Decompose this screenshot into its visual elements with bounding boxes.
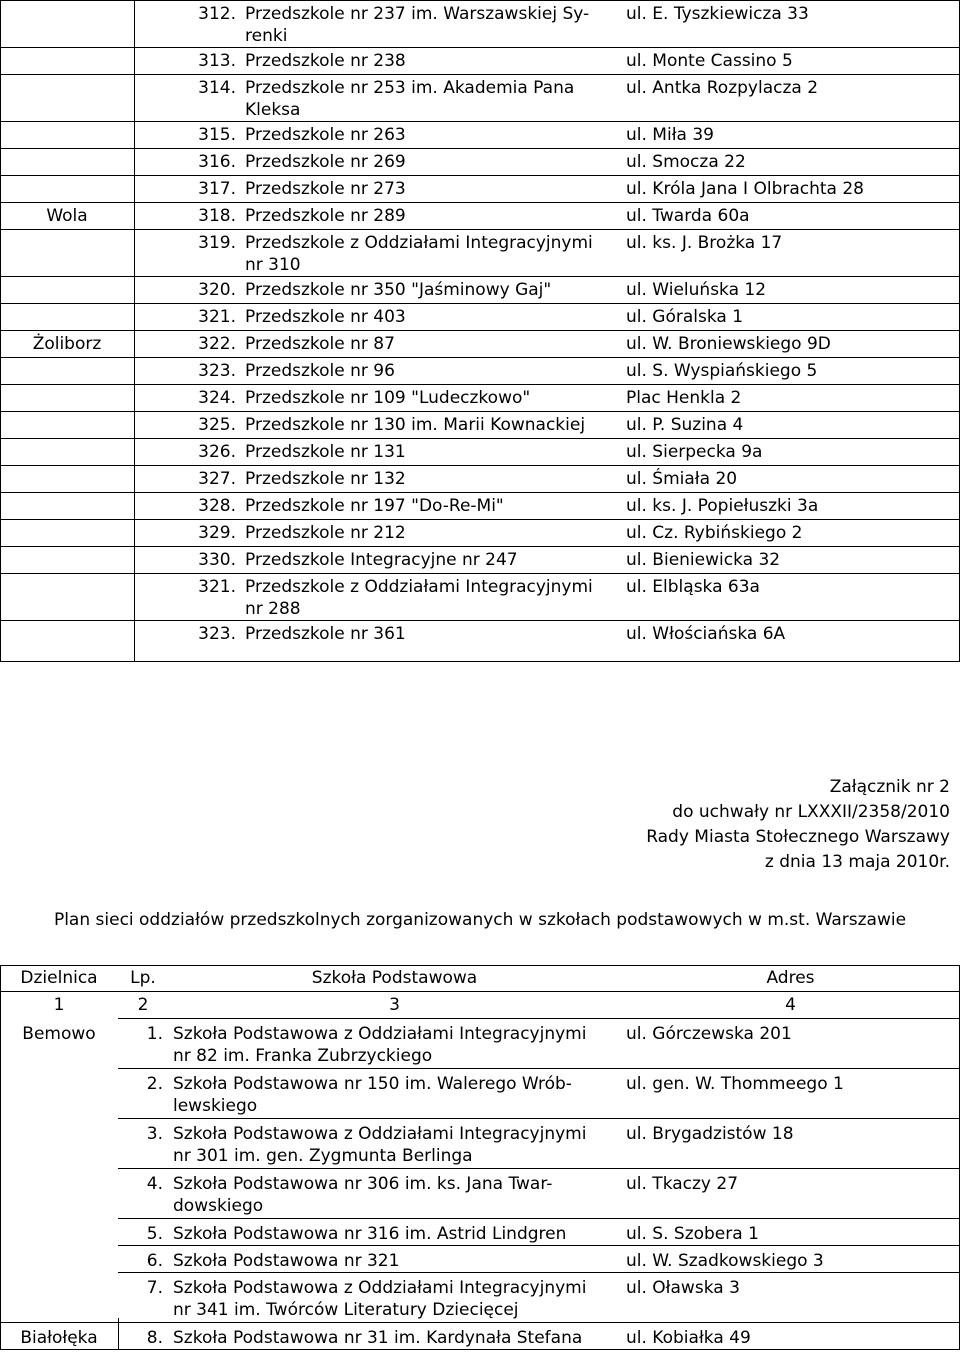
address-cell: ul. Oławska 3 [621, 1273, 960, 1323]
table-row [0, 48, 960, 75]
table-row [0, 412, 960, 439]
district-cell [0, 75, 134, 122]
name-cell: Szkoła Podstawowa nr 321 [168, 1246, 621, 1273]
name-cell: Przedszkole nr 109 "Ludeczkowo" [245, 388, 531, 408]
address-cell: ul. ks. J. Brożka 17 [626, 233, 783, 253]
lp-cell: 317. [198, 179, 236, 199]
lp-cell: 2. [118, 1069, 168, 1119]
district-cell [0, 385, 134, 412]
name-cell: Przedszkole Integracyjne nr 247 [245, 550, 518, 570]
number-row [0, 992, 960, 1019]
t1-border [0, 0, 1, 662]
address-cell: ul. Śmiała 20 [626, 469, 738, 489]
lp-cell: 321. [198, 577, 236, 597]
district-cell: Białołęka [20, 1328, 98, 1348]
name-cell: Przedszkole nr 350 "Jaśminowy Gaj" [245, 280, 552, 300]
address-cell: ul. Tkaczy 27 [621, 1169, 960, 1219]
table-row [0, 439, 960, 466]
table-row [0, 1246, 960, 1273]
table-row [0, 304, 960, 331]
name-cell: Szkoła Podstawowa nr 150 im. Walerego Wrób- lewskiego [168, 1069, 621, 1119]
district-cell [0, 547, 134, 574]
table-row [0, 466, 960, 493]
lp-cell: 328. [198, 496, 236, 516]
address-cell: ul. Cz. Rybińskiego 2 [626, 523, 803, 543]
name-cell: Przedszkole nr 361 [245, 624, 406, 644]
district-cell [0, 304, 134, 331]
lp-cell: 6. [118, 1246, 168, 1273]
district-cell [0, 149, 134, 176]
number-cell: 3 [389, 995, 400, 1015]
lp-cell: 325. [198, 415, 236, 435]
number-cell: 1 [53, 995, 65, 1015]
lp-cell: 322. [198, 334, 236, 354]
name-cell: Przedszkole nr 197 "Do-Re-Mi" [245, 496, 504, 516]
lp-cell: 315. [198, 125, 236, 145]
table-row [0, 493, 960, 520]
name-cell: Przedszkole nr 273 [245, 179, 406, 199]
t2-border [0, 965, 1, 1350]
address-cell: ul. Górczewska 201 [621, 1019, 960, 1069]
name-cell: Szkoła Podstawowa z Oddziałami Integracyjnymi nr 341 im. Twórców Literatury Dziecięcej [168, 1273, 621, 1323]
annex-line-3: Rady Miasta Stołecznego Warszawy [646, 827, 950, 847]
district-cell: Wola [46, 206, 88, 226]
lp-cell: 323. [198, 624, 236, 644]
name-cell: Szkoła Podstawowa z Oddziałami Integracyjnymi nr 301 im. gen. Zygmunta Berlinga [168, 1119, 621, 1169]
lp-cell: 5. [118, 1219, 168, 1246]
address-cell: ul. W. Szadkowskiego 3 [621, 1246, 960, 1273]
address-cell: ul. Miła 39 [626, 125, 714, 145]
district-cell [0, 176, 134, 203]
lp-cell: 327. [198, 469, 236, 489]
name-cell: Przedszkole nr 269 [245, 152, 406, 172]
district-cell [0, 493, 134, 520]
district-cell [0, 1, 134, 48]
name-cell: Przedszkole nr 132 [245, 469, 406, 489]
lp-cell: 323. [198, 361, 236, 381]
address-cell: ul. Elbląska 63a [626, 577, 760, 597]
address-cell: Plac Henkla 2 [626, 388, 742, 408]
lp-cell: 329. [198, 523, 236, 543]
name-cell: Przedszkole nr 87 [245, 334, 395, 354]
header-cell: Dzielnica [20, 968, 98, 988]
district-cell [0, 1219, 118, 1246]
t1-border [0, 661, 960, 662]
district-cell [0, 466, 134, 493]
plan-title: Plan sieci oddziałów przedszkolnych zorganizowanych w szkołach podstawowych w m.st. Warszawie [53, 910, 907, 930]
lp-cell: 320. [198, 280, 236, 300]
lp-cell: 8. [118, 1323, 168, 1355]
address-cell: ul. ks. J. Popiełuszki 3a [626, 496, 819, 516]
table-row [0, 1119, 960, 1169]
address-cell: ul. Włościańska 6A [626, 624, 786, 644]
annex-line-1: Załącznik nr 2 [829, 777, 950, 797]
lp-cell: 313. [198, 51, 236, 71]
table-row [0, 277, 960, 304]
lp-cell: 319. [198, 233, 236, 253]
address-cell: ul. Twarda 60a [626, 206, 750, 226]
address-cell: ul. gen. W. Thommeego 1 [621, 1069, 960, 1119]
district-cell [0, 439, 134, 466]
lp-cell: 314. [198, 78, 236, 98]
name-cell: Przedszkole nr 96 [245, 361, 395, 381]
address-cell: ul. Smocza 22 [626, 152, 746, 172]
district-cell: Żoliborz [32, 334, 102, 354]
district-cell [0, 574, 134, 621]
table-row [0, 385, 960, 412]
lp-cell: 321. [198, 307, 236, 327]
address-cell: ul. Monte Cassino 5 [626, 51, 793, 71]
header-cell: Adres [766, 968, 815, 988]
table-row [0, 149, 960, 176]
table-row [0, 574, 960, 621]
name-cell: Szkoła Podstawowa nr 316 im. Astrid Lindgren [168, 1219, 621, 1246]
district-cell [0, 1169, 118, 1219]
table-row [0, 203, 960, 230]
name-cell: Przedszkole nr 289 [245, 206, 406, 226]
district-cell [0, 520, 134, 547]
name-cell: Przedszkole nr 238 [245, 51, 406, 71]
name-cell: Przedszkole nr 263 [245, 125, 406, 145]
table-row [0, 520, 960, 547]
lp-cell: 324. [198, 388, 236, 408]
name-cell: Przedszkole nr 131 [245, 442, 406, 462]
lp-cell: 312. [198, 4, 236, 24]
address-cell: ul. Góralska 1 [626, 307, 744, 327]
address-cell: ul. S. Wyspiańskiego 5 [626, 361, 818, 381]
name-cell: Szkoła Podstawowa z Oddziałami Integracyjnymi nr 82 im. Franka Zubrzyckiego [168, 1019, 621, 1069]
table-row [0, 358, 960, 385]
address-cell: ul. Antka Rozpylacza 2 [626, 78, 819, 98]
address-cell: ul. W. Broniewskiego 9D [626, 334, 831, 354]
header-cell: Lp. [130, 968, 156, 988]
table-row [0, 230, 960, 277]
name-cell: Przedszkole nr 237 im. Warszawskiej Sy- renki [245, 4, 590, 46]
lp-cell: 330. [198, 550, 236, 570]
name-cell: Przedszkole z Oddziałami Integracyjnymi nr 310 [245, 233, 593, 275]
district-cell [0, 621, 134, 649]
school-table [0, 965, 960, 1355]
name-cell: Szkoła Podstawowa nr 306 im. ks. Jana Twar- dowskiego [168, 1169, 621, 1219]
number-cell: 2 [137, 995, 149, 1015]
table-row [0, 1273, 960, 1323]
name-cell: Przedszkole nr 403 [245, 307, 406, 327]
district-cell [0, 1246, 118, 1273]
district-cell [0, 122, 134, 149]
annex-block [646, 775, 950, 875]
district-cell [0, 1069, 118, 1119]
lp-cell: 1. [118, 1019, 168, 1069]
table-row [0, 1169, 960, 1219]
table-row [0, 122, 960, 149]
lp-cell: 316. [198, 152, 236, 172]
district-cell [0, 48, 134, 75]
table-row [0, 621, 960, 649]
kindergarten-table [0, 0, 960, 649]
address-cell: ul. Kobiałka 49 [621, 1323, 960, 1355]
district-cell [0, 1273, 118, 1323]
lp-cell: 4. [118, 1169, 168, 1219]
table-row [0, 75, 960, 122]
table-row [0, 331, 960, 358]
header-cell: Szkoła Podstawowa [311, 968, 478, 988]
district-cell: Bemowo [22, 1023, 96, 1044]
address-cell: ul. E. Tyszkiewicza 33 [626, 4, 809, 24]
t1-border [134, 0, 135, 662]
lp-cell: 3. [118, 1119, 168, 1169]
annex-line-4: z dnia 13 maja 2010r. [764, 852, 950, 872]
header-row [0, 966, 960, 992]
address-cell: ul. Króla Jana I Olbrachta 28 [626, 179, 864, 199]
table-row [0, 1219, 960, 1246]
name-cell: Przedszkole nr 212 [245, 523, 406, 543]
district-cell [0, 1119, 118, 1169]
address-cell: ul. Brygadzistów 18 [621, 1119, 960, 1169]
address-cell: ul. Sierpecka 9a [626, 442, 763, 462]
district-cell [0, 230, 134, 277]
lp-cell: 7. [118, 1273, 168, 1323]
name-cell: Przedszkole nr 253 im. Akademia Pana Kleksa [245, 78, 575, 120]
table-row [0, 1019, 960, 1069]
t2-border [118, 1318, 119, 1350]
name-cell: Szkoła Podstawowa nr 31 im. Kardynała Stefana [168, 1323, 621, 1355]
lp-cell: 318. [198, 206, 236, 226]
name-cell: Przedszkole z Oddziałami Integracyjnymi nr 288 [245, 577, 593, 619]
district-cell [0, 412, 134, 439]
address-cell: ul. Wieluńska 12 [626, 280, 767, 300]
annex-line-2: do uchwały nr LXXXII/2358/2010 [672, 802, 950, 822]
table-row [0, 1069, 960, 1119]
table-row [0, 176, 960, 203]
name-cell: Przedszkole nr 130 im. Marii Kownackiej [245, 415, 586, 435]
t2-border [0, 1349, 960, 1350]
table-row [0, 1, 960, 48]
address-cell: ul. P. Suzina 4 [626, 415, 744, 435]
table-row [0, 547, 960, 574]
number-cell: 4 [785, 995, 796, 1015]
district-cell [0, 358, 134, 385]
lp-cell: 326. [198, 442, 236, 462]
address-cell: ul. S. Szobera 1 [621, 1219, 960, 1246]
address-cell: ul. Bieniewicka 32 [626, 550, 781, 570]
district-cell [0, 277, 134, 304]
